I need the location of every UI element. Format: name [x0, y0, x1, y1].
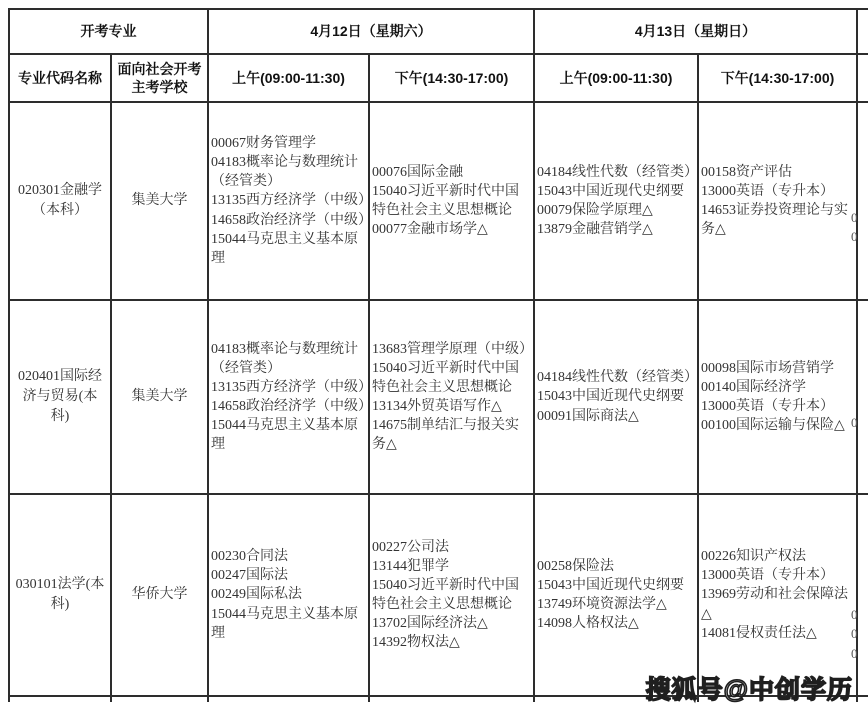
course-line: 00249国际私法 — [211, 587, 302, 603]
header-major-code: 专业代码名称 — [10, 55, 112, 103]
courses-day1-am — [209, 495, 370, 697]
courses-day2-pm — [699, 495, 858, 697]
course-line: 13000英语（专升本） — [701, 183, 834, 199]
course-line: 04184线性代数（经管类） — [537, 370, 698, 386]
edge-cut-text — [851, 301, 868, 495]
course-line: 14653证券投资理论与实务△ — [701, 203, 848, 238]
course-line: 14658政治经济学（中级） — [211, 212, 372, 228]
course-line: 04183概率论与数理统计（经管类） — [211, 155, 358, 190]
course-line: 15043中国近现代史纲要 — [537, 577, 684, 593]
course-line: 13144犯罪学 — [372, 558, 449, 574]
school-name: 集美大学 — [112, 103, 209, 301]
course-line: 14392物权法△ — [372, 635, 460, 651]
header-day1: 4月12日（星期六） — [209, 10, 535, 55]
courses-day2-am — [535, 301, 699, 495]
next-row-sliver — [112, 697, 209, 702]
school-name: 集美大学 — [112, 301, 209, 495]
course-line: 0 — [851, 415, 858, 431]
course-line: 15040习近平新时代中国特色社会主义思想概论 — [372, 183, 519, 218]
courses-day1-pm — [370, 495, 535, 697]
header-open-majors: 开考专业 — [10, 10, 209, 55]
course-line: 00140国际经济学 — [701, 379, 806, 395]
next-row-sliver — [10, 697, 112, 702]
course-line: 13969劳动和社会保障法△ — [701, 587, 848, 622]
courses-day1-am — [209, 103, 370, 301]
header-day1-am: 上午(09:00-11:30) — [209, 55, 370, 103]
course-line: 13134外贸英语写作△ — [372, 399, 502, 414]
header-day2: 4月13日（星期日） — [535, 10, 858, 55]
next-row-sliver — [209, 697, 370, 702]
courses-day1-pm — [370, 103, 535, 301]
course-line: 15040习近平新时代中国特色社会主义思想概论 — [372, 577, 519, 612]
course-line: 00247国际法 — [211, 568, 288, 584]
edge-cut-text — [851, 495, 868, 697]
major-name: 020401国际经济与贸易(本科) — [10, 301, 112, 495]
header-day2-pm: 下午(14:30-17:00) — [699, 55, 858, 103]
course-line: 00079保险学原理△ — [537, 203, 653, 218]
course-line: 00226知识产权法 — [701, 549, 806, 565]
course-line: 15044马克思主义基本原理 — [211, 606, 358, 641]
course-line: 13879金融营销学△ — [537, 222, 653, 238]
course-line: 00076国际金融 — [372, 164, 463, 180]
courses-day2-pm — [699, 301, 858, 495]
course-line: 15044马克思主义基本原理 — [211, 418, 358, 453]
major-name: 030101法学(本科) — [10, 495, 112, 697]
course-line: 00100国际运输与保险△ — [701, 418, 845, 434]
edge-cut-text — [851, 103, 868, 301]
courses-day2-am — [535, 495, 699, 697]
major-name: 020301金融学（本科） — [10, 103, 112, 301]
course-line: 00077金融市场学△ — [372, 222, 488, 238]
course-line: 15043中国近现代史纲要 — [537, 389, 684, 405]
next-row-sliver — [858, 697, 868, 702]
course-line: 13749环境资源法学△ — [537, 597, 667, 612]
school-name: 华侨大学 — [112, 495, 209, 697]
course-line: 00227公司法 — [372, 539, 449, 555]
course-line: 0 — [851, 606, 858, 622]
course-line: 13135西方经济学（中级） — [211, 379, 372, 395]
course-line: 13135西方经济学（中级） — [211, 193, 372, 209]
header-edge-sliver — [858, 10, 868, 55]
exam-schedule-table — [8, 8, 868, 702]
course-line: 00098国际市场营销学 — [701, 360, 834, 376]
course-line: 15044马克思主义基本原理 — [211, 231, 358, 266]
course-line: 15040习近平新时代中国特色社会主义思想概论 — [372, 360, 519, 395]
header-edge-sliver — [858, 55, 868, 103]
course-line: 0 — [851, 229, 858, 244]
sohu-watermark: 搜狐号@中创学历 — [645, 676, 853, 704]
course-line: 15043中国近现代史纲要 — [537, 183, 684, 199]
course-line: 0 — [851, 645, 858, 661]
course-line: 14658政治经济学（中级） — [211, 399, 372, 414]
course-line: 00067财务管理学 — [211, 136, 316, 152]
course-line: 14081侵权责任法△ — [701, 625, 817, 641]
courses-day2-pm — [699, 103, 858, 301]
course-line: 13702国际经济法△ — [372, 616, 488, 632]
course-line: 00091国际商法△ — [537, 408, 639, 424]
course-line: 13683管理学原理（中级） — [372, 341, 533, 357]
courses-day1-pm — [370, 301, 535, 495]
course-line: 13000英语（专升本） — [701, 399, 834, 414]
next-row-sliver — [370, 697, 535, 702]
course-line: 13000英语（专升本） — [701, 568, 834, 584]
course-line: 14098人格权法△ — [537, 616, 639, 632]
header-day2-am: 上午(09:00-11:30) — [535, 55, 699, 103]
course-line: 0 — [851, 209, 858, 225]
course-line: 00258保险法 — [537, 558, 614, 574]
course-line: 04183概率论与数理统计（经管类） — [211, 341, 358, 376]
header-day1-pm: 下午(14:30-17:00) — [370, 55, 535, 103]
course-line: 14675制单结汇与报关实务△ — [372, 418, 519, 453]
course-line: 00230合同法 — [211, 549, 288, 565]
course-line: 04184线性代数（经管类） — [537, 164, 698, 180]
course-line: 0 — [851, 626, 858, 642]
courses-day2-am — [535, 103, 699, 301]
course-line: 00158资产评估 — [701, 164, 792, 180]
header-school: 面向社会开考主考学校 — [112, 55, 209, 103]
courses-day1-am — [209, 301, 370, 495]
